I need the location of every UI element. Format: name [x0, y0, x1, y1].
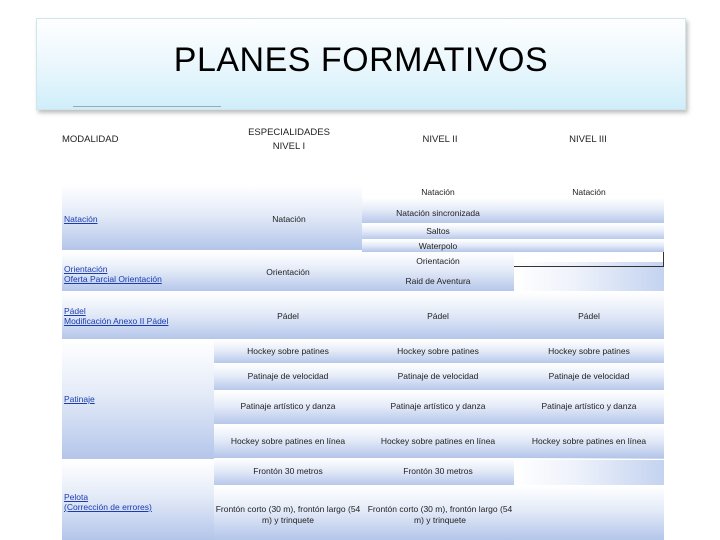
header-modalidad: MODALIDAD: [62, 134, 119, 145]
modalidad-orientacion-link[interactable]: Orientación: [64, 264, 108, 274]
artistico-nivel1: Patinaje artístico y danza: [240, 401, 336, 411]
separator: [62, 339, 664, 340]
natacion-nivel2: Natación: [421, 187, 455, 197]
fronton-30-nivel1: Frontón 30 metros: [253, 466, 323, 476]
natacion-sincronizada: Natación sincronizada: [396, 208, 480, 218]
hockey-nivel1: Hockey sobre patines: [247, 346, 329, 356]
page-title: PLANES FORMATIVOS: [173, 41, 549, 79]
hockey-linea-nivel3: Hockey sobre patines en línea: [531, 436, 647, 446]
header-especialidades: ESPECIALIDADES: [248, 127, 330, 138]
hockey-linea-nivel2: Hockey sobre patines en línea: [380, 436, 496, 446]
header-nivel-1: NIVEL I: [272, 141, 306, 152]
velocidad-nivel1: Patinaje de velocidad: [247, 371, 329, 381]
oferta-parcial-orientacion-link[interactable]: Oferta Parcial Orientación: [64, 274, 162, 284]
modificacion-anexo-padel-link[interactable]: Modificación Anexo II Pádel: [64, 316, 169, 326]
hockey-linea-nivel1: Hockey sobre patines en línea: [230, 436, 346, 446]
modalidad-natacion-link[interactable]: Natación: [64, 214, 98, 224]
natacion-nivel3: Natación: [572, 187, 606, 197]
modalidad-pelota-link[interactable]: Pelota: [64, 492, 89, 502]
padel-nivel1: Pádel: [277, 311, 299, 321]
fronton-30-nivel2: Frontón 30 metros: [403, 466, 473, 476]
separator: [214, 363, 664, 364]
modalidad-patinaje-link[interactable]: Patinaje: [64, 394, 95, 404]
separator: [362, 239, 664, 240]
fronton-corto-nivel2-line1: Frontón corto (30 m), frontón largo (54: [367, 504, 513, 514]
header-nivel-2: NIVEL II: [422, 134, 458, 145]
velocidad-nivel3: Patinaje de velocidad: [548, 371, 630, 381]
saltos: Saltos: [426, 226, 450, 236]
modalidad-padel-link[interactable]: Pádel: [64, 306, 86, 316]
padel-nivel3: Pádel: [578, 311, 600, 321]
separator: [62, 291, 664, 292]
orientacion-nivel2: Orientación: [416, 256, 460, 266]
fronton-corto-nivel1-line1: Frontón corto (30 m), frontón largo (54: [215, 504, 361, 514]
separator: [362, 223, 664, 224]
title-divider: [73, 106, 221, 107]
band-fronton-30-n3: [514, 458, 664, 486]
title-banner: [36, 18, 686, 110]
orientacion-nivel1: Orientación: [266, 267, 310, 277]
header-nivel-3: NIVEL III: [569, 134, 607, 145]
velocidad-nivel2: Patinaje de velocidad: [397, 371, 479, 381]
natacion-nivel1: Natación: [272, 214, 306, 224]
waterpolo: Waterpolo: [418, 241, 458, 251]
correccion-errores-link[interactable]: (Corrección de errores): [64, 502, 152, 512]
hockey-nivel3: Hockey sobre patines: [548, 346, 630, 356]
artistico-nivel2: Patinaje artístico y danza: [390, 401, 486, 411]
fronton-corto-nivel1-line2: m) y trinquete: [262, 515, 314, 525]
hockey-nivel2: Hockey sobre patines: [397, 346, 479, 356]
artistico-nivel3: Patinaje artístico y danza: [541, 401, 637, 411]
separator: [214, 485, 664, 486]
padel-nivel2: Pádel: [427, 311, 449, 321]
table-rule: [663, 252, 664, 267]
separator: [62, 459, 664, 460]
separator: [214, 390, 664, 391]
raid-de-aventura: Raid de Aventura: [405, 276, 471, 286]
table-rule: [514, 266, 664, 267]
separator: [62, 250, 362, 251]
fronton-corto-nivel2-line2: m) y trinquete: [414, 515, 466, 525]
separator: [214, 424, 664, 425]
